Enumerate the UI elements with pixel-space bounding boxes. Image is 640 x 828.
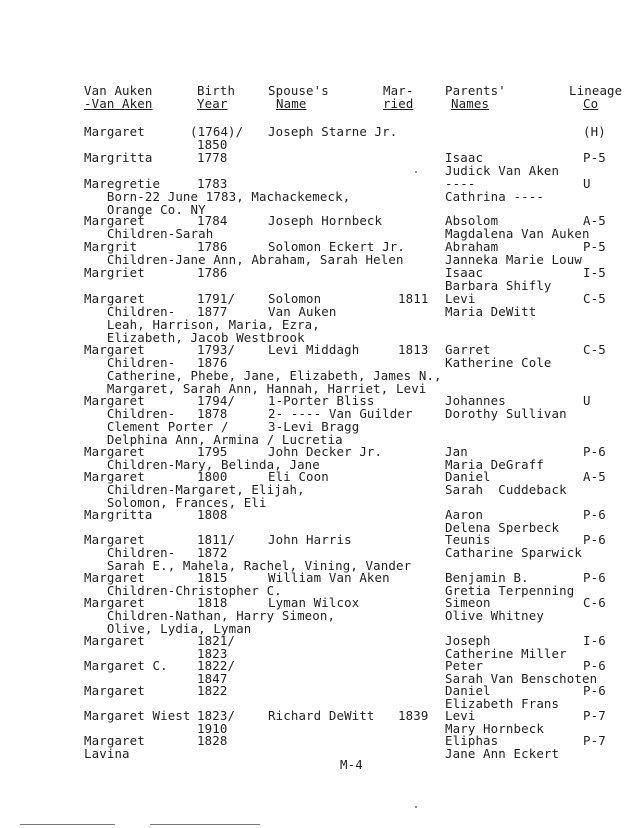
married-cell: 1839 bbox=[398, 708, 429, 723]
parents-cell: Jan bbox=[445, 444, 468, 459]
birth-cell: 1822 bbox=[197, 683, 228, 698]
parents-cell: Olive Whitney bbox=[445, 608, 544, 623]
name-cell: Lavina bbox=[84, 746, 130, 761]
lineage-cell: C-5 bbox=[583, 291, 606, 306]
spouse-cell: John Harris bbox=[268, 532, 352, 547]
entry-detail-text: Olive, Lydia, Lyman bbox=[84, 621, 252, 636]
married-cell: 1811 bbox=[398, 291, 429, 306]
birth-cell: 1872 bbox=[197, 545, 228, 560]
entry-detail-text: Sarah E., Mahela, Rachel, Vining, Vander bbox=[84, 558, 412, 573]
scan-speck bbox=[415, 171, 417, 173]
parents-cell: Isaac bbox=[445, 150, 484, 165]
parents-cell: ---- bbox=[445, 176, 476, 191]
header-married-suffix: ried bbox=[383, 96, 414, 111]
lineage-cell: U bbox=[583, 393, 591, 408]
birth-cell: 1818 bbox=[197, 595, 228, 610]
married-cell: 1813 bbox=[398, 342, 429, 357]
birth-cell: 1822/ bbox=[197, 658, 236, 673]
name-cell: Margaret bbox=[84, 570, 145, 585]
entry-detail-text: Children-Mary, Belinda, Jane bbox=[84, 457, 320, 472]
lineage-cell: P-5 bbox=[583, 150, 606, 165]
lineage-cell: (H) bbox=[583, 124, 606, 139]
parents-cell: Mary Hornbeck bbox=[445, 721, 544, 736]
name-cell: Children- bbox=[84, 304, 176, 319]
parents-cell: Jane Ann Eckert bbox=[445, 746, 560, 761]
parents-cell: Barbara Shifly bbox=[445, 278, 552, 293]
parents-cell: Peter bbox=[445, 658, 484, 673]
birth-cell: 1815 bbox=[197, 570, 228, 585]
entry-detail-text: Leah, Harrison, Maria, Ezra, bbox=[84, 317, 320, 332]
birth-cell: 1793/ bbox=[197, 342, 236, 357]
header-surname: Van Auken bbox=[84, 83, 153, 98]
name-cell: Children- bbox=[84, 406, 176, 421]
parents-cell: Delena Sperbeck bbox=[445, 520, 560, 535]
name-cell: Margaret bbox=[84, 342, 145, 357]
header-lineage-code: Co bbox=[583, 96, 599, 111]
parents-cell: Gretia Terpenning bbox=[445, 583, 575, 598]
header-spouse: Spouse's bbox=[268, 83, 329, 98]
spouse-cell: Solomon bbox=[268, 291, 322, 306]
spouse-cell: Joseph Hornbeck bbox=[268, 213, 383, 228]
name-cell: Margaret bbox=[84, 683, 145, 698]
name-cell: Margaret bbox=[84, 393, 145, 408]
name-cell: Margaret bbox=[84, 733, 145, 748]
birth-cell: 1828 bbox=[197, 733, 228, 748]
lineage-cell: P-6 bbox=[583, 444, 606, 459]
parents-cell: Joseph bbox=[445, 633, 491, 648]
birth-cell: 1800 bbox=[197, 469, 228, 484]
name-cell: Margaret bbox=[84, 633, 145, 648]
entry-detail-text: Children-Margaret, Elijah, bbox=[84, 482, 305, 497]
scan-edge-line bbox=[20, 824, 115, 825]
entry-detail-text: Clement Porter / bbox=[84, 419, 229, 434]
birth-cell: 1794/ bbox=[197, 393, 236, 408]
header-parents: Parents' bbox=[445, 83, 506, 98]
lineage-cell: A-5 bbox=[583, 213, 606, 228]
entry-detail-text: Children-Nathan, Harry Simeon, bbox=[84, 608, 336, 623]
name-cell: Maregretie bbox=[84, 176, 161, 191]
name-cell: Children- bbox=[84, 545, 176, 560]
scan-speck bbox=[415, 806, 417, 808]
parents-cell: Johannes bbox=[445, 393, 506, 408]
birth-cell: 1823/ bbox=[197, 708, 236, 723]
lineage-cell: P-5 bbox=[583, 239, 606, 254]
entry-detail-text: Orange Co. NY bbox=[84, 202, 206, 217]
parents-cell: Catharine Sparwick bbox=[445, 545, 582, 560]
name-cell: Margaret bbox=[84, 532, 145, 547]
parents-cell: Aaron bbox=[445, 507, 484, 522]
birth-cell: 1808 bbox=[197, 507, 228, 522]
name-cell: Margrit bbox=[84, 239, 138, 254]
birth-cell: 1786 bbox=[197, 265, 228, 280]
lineage-cell: P-6 bbox=[583, 532, 606, 547]
scan-edge-line bbox=[150, 824, 260, 825]
parents-cell: Benjamin B. bbox=[445, 570, 529, 585]
birth-cell: 1878 bbox=[197, 406, 228, 421]
header-spouse-name: Name bbox=[276, 96, 307, 111]
parents-cell: Garret bbox=[445, 342, 491, 357]
birth-cell: (1764)/ bbox=[190, 124, 244, 139]
birth-cell: 1784 bbox=[197, 213, 228, 228]
spouse-cell: Van Auken bbox=[268, 304, 337, 319]
spouse-cell: Joseph Starne Jr. bbox=[268, 124, 398, 139]
birth-cell: 1877 bbox=[197, 304, 228, 319]
page-number: M-4 bbox=[340, 757, 363, 772]
lineage-cell: I-6 bbox=[583, 633, 606, 648]
lineage-cell: U bbox=[583, 176, 591, 191]
parents-cell: Katherine Cole bbox=[445, 355, 552, 370]
birth-cell: 1791/ bbox=[197, 291, 236, 306]
entry-detail-text: Margaret, Sarah Ann, Hannah, Harriet, Levi bbox=[84, 381, 427, 396]
parents-cell: Simeon bbox=[445, 595, 491, 610]
spouse-cell: 3-Levi Bragg bbox=[268, 419, 360, 434]
name-cell: Margaret bbox=[84, 291, 145, 306]
birth-cell: 1795 bbox=[197, 444, 228, 459]
lineage-cell: A-5 bbox=[583, 469, 606, 484]
name-cell: Margaret bbox=[84, 444, 145, 459]
birth-cell: 1910 bbox=[197, 721, 228, 736]
lineage-cell: P-7 bbox=[583, 708, 606, 723]
name-cell: Margaret bbox=[84, 213, 145, 228]
lineage-cell: P-6 bbox=[583, 570, 606, 585]
entry-detail-text: Elizabeth, Jacob Westbrook bbox=[84, 330, 305, 345]
spouse-cell: Solomon Eckert Jr. bbox=[268, 239, 405, 254]
name-cell: Margritta bbox=[84, 150, 153, 165]
spouse-cell: Eli Coon bbox=[268, 469, 329, 484]
header-surname-variant: -Van Aken bbox=[84, 96, 153, 111]
header-parents-names: Names bbox=[451, 96, 490, 111]
name-cell: Margritta bbox=[84, 507, 153, 522]
lineage-cell: P-6 bbox=[583, 683, 606, 698]
name-cell: Children- bbox=[84, 355, 176, 370]
parents-cell: Janneka Marie Louw bbox=[445, 252, 582, 267]
spouse-cell: John Decker Jr. bbox=[268, 444, 383, 459]
parents-cell: Sarah Van Benschoten bbox=[445, 671, 598, 686]
name-cell: Margaret Wiest bbox=[84, 708, 191, 723]
parents-cell: Elizabeth Frans bbox=[445, 696, 560, 711]
entry-detail-text: Born-22 June 1783, Machackemeck, bbox=[84, 189, 351, 204]
parents-cell: Sarah Cuddeback bbox=[445, 482, 567, 497]
spouse-cell: 2- ---- Van Guilder bbox=[268, 406, 413, 421]
birth-cell: 1786 bbox=[197, 239, 228, 254]
birth-cell: 1778 bbox=[197, 150, 228, 165]
entry-detail-text: Delphina Ann, Armina / Lucretia bbox=[84, 432, 343, 447]
lineage-cell: P-6 bbox=[583, 658, 606, 673]
birth-cell: 1821/ bbox=[197, 633, 236, 648]
parents-cell: Teunis bbox=[445, 532, 491, 547]
name-cell: Margaret bbox=[84, 124, 145, 139]
parents-cell: Catherine Miller bbox=[445, 646, 567, 661]
name-cell: Margaret bbox=[84, 469, 145, 484]
spouse-cell: William Van Aken bbox=[268, 570, 390, 585]
birth-cell: 1811/ bbox=[197, 532, 236, 547]
birth-cell: 1823 bbox=[197, 646, 228, 661]
parents-cell: Daniel bbox=[445, 683, 491, 698]
spouse-cell: Richard DeWitt bbox=[268, 708, 375, 723]
birth-cell: 1876 bbox=[197, 355, 228, 370]
parents-cell: Levi bbox=[445, 708, 476, 723]
spouse-cell: Lyman Wilcox bbox=[268, 595, 360, 610]
header-married: Mar- bbox=[383, 83, 414, 98]
parents-cell: Eliphas bbox=[445, 733, 499, 748]
parents-cell: Maria DeWitt bbox=[445, 304, 537, 319]
entry-detail-text: Catherine, Phebe, Jane, Elizabeth, James N., bbox=[84, 368, 442, 383]
header-birth-year: Year bbox=[197, 96, 228, 111]
name-cell: Margriet bbox=[84, 265, 145, 280]
parents-cell: Daniel bbox=[445, 469, 491, 484]
birth-cell: 1850 bbox=[197, 137, 228, 152]
spouse-cell: 1-Porter Bliss bbox=[268, 393, 375, 408]
parents-cell: Cathrina ---- bbox=[445, 189, 544, 204]
birth-cell: 1847 bbox=[197, 671, 228, 686]
name-cell: Margaret bbox=[84, 595, 145, 610]
entry-detail-text: Children-Jane Ann, Abraham, Sarah Helen bbox=[84, 252, 404, 267]
entry-detail-text: Solomon, Frances, Eli bbox=[84, 495, 267, 510]
parents-cell: Isaac bbox=[445, 265, 484, 280]
parents-cell: Dorothy Sullivan bbox=[445, 406, 567, 421]
parents-cell: Judick Van Aken bbox=[445, 163, 560, 178]
lineage-cell: C-5 bbox=[583, 342, 606, 357]
parents-cell: Maria DeGraff bbox=[445, 457, 544, 472]
header-birth: Birth bbox=[197, 83, 236, 98]
lineage-cell: P-6 bbox=[583, 507, 606, 522]
entry-detail-text: Children-Sarah bbox=[84, 226, 214, 241]
parents-cell: Absolom bbox=[445, 213, 499, 228]
spouse-cell: Levi Middagh bbox=[268, 342, 360, 357]
birth-cell: 1783 bbox=[197, 176, 228, 191]
lineage-cell: C-6 bbox=[583, 595, 606, 610]
header-lineage: Lineage bbox=[569, 83, 623, 98]
parents-cell: Levi bbox=[445, 291, 476, 306]
entry-detail-text: Children-Christopher C. bbox=[84, 583, 282, 598]
lineage-cell: I-5 bbox=[583, 265, 606, 280]
name-cell: Margaret C. bbox=[84, 658, 168, 673]
lineage-cell: P-7 bbox=[583, 733, 606, 748]
parents-cell: Magdalena Van Auken bbox=[445, 226, 590, 241]
parents-cell: Abraham bbox=[445, 239, 499, 254]
